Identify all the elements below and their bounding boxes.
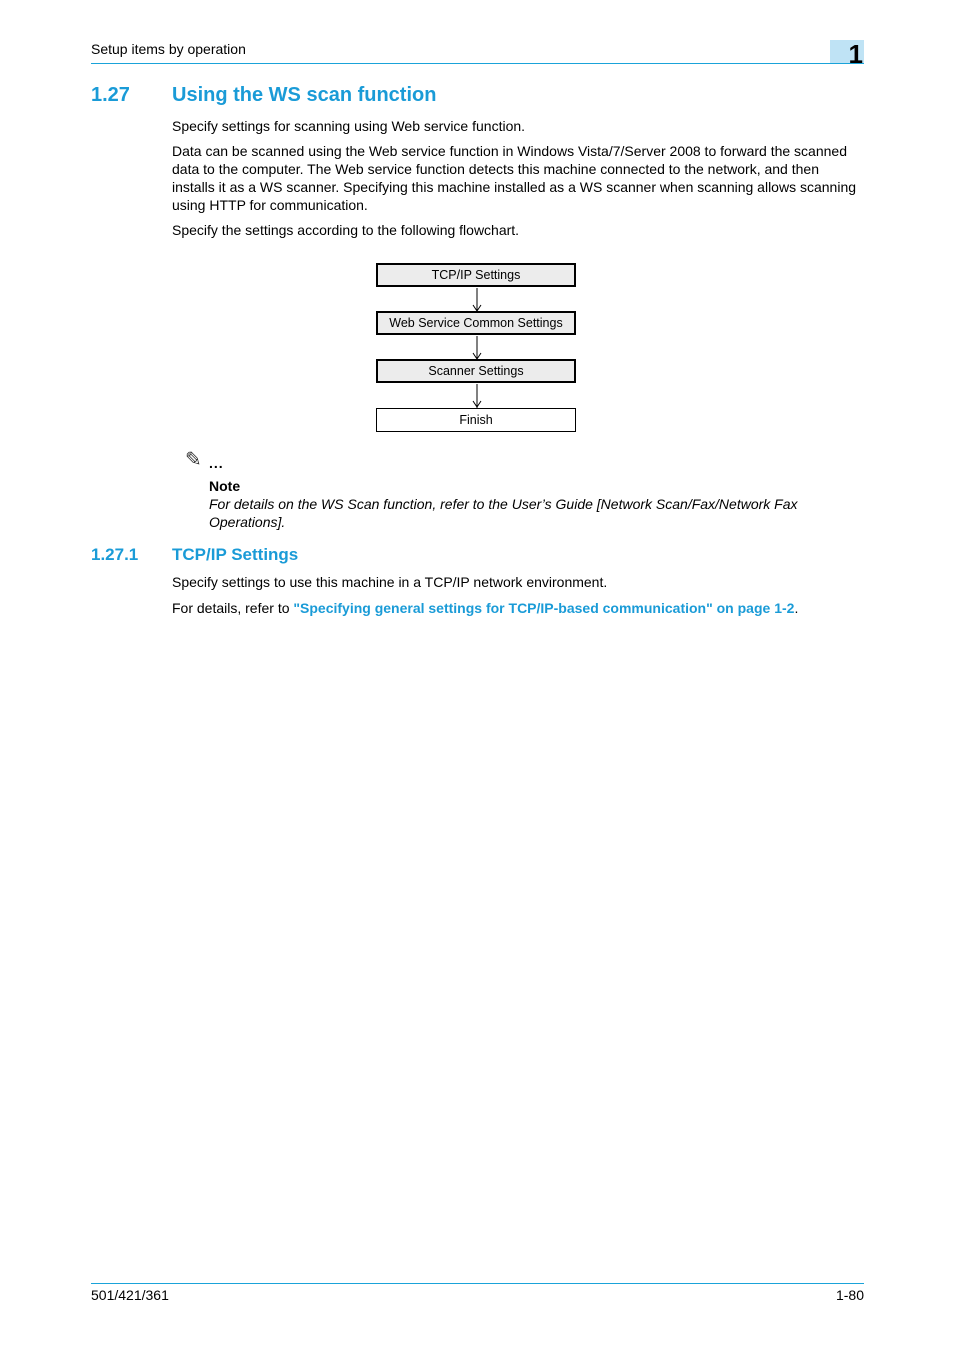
flow-step-finish: Finish — [376, 408, 576, 432]
subsection-text: Specify settings to use this machine in a TCP/IP network environment. — [172, 574, 608, 590]
section-number: 1.27 — [91, 84, 130, 106]
pencil-icon: ✎ — [185, 449, 202, 471]
section-intro: Specify settings for scanning using Web service function. — [172, 118, 526, 134]
footer-model: 501/421/361 — [91, 1287, 169, 1303]
subsection-title: TCP/IP Settings — [172, 545, 299, 564]
reference-prefix: For details, refer to — [172, 600, 294, 616]
note-title: Note — [209, 478, 241, 494]
flowchart-intro: Specify the settings according to the following flowchart. — [172, 222, 520, 238]
section-title: Using the WS scan function — [172, 84, 437, 106]
flow-step-scanner: Scanner Settings — [376, 359, 576, 383]
footer-page-number: 1-80 — [835, 1287, 864, 1303]
footer-rule — [91, 1283, 864, 1284]
flow-step-tcpip: TCP/IP Settings — [376, 263, 576, 287]
reference-suffix: . — [794, 600, 799, 616]
running-header: Setup items by operation — [91, 41, 246, 57]
subsection-reference — [172, 599, 864, 617]
chapter-number-tab: 1 — [830, 40, 864, 63]
note-text: For details on the WS Scan function, refer to the User’s Guide [Network Scan/Fax/Network Fax Operations]. — [209, 496, 798, 530]
reference-link[interactable]: "Specifying general settings for TCP/IP-based communication" on page 1-2 — [293, 600, 795, 616]
subsection-number: 1.27.1 — [91, 545, 139, 564]
section-body: Data can be scanned using the Web service function in Windows Vista/7/Server 2008 to forward the scanned data to the computer. The Web service function detects this machine connected to the network, and then installs it as a WS scanner. Specifying this machine installed as a WS scanner when scanning allows scanning using HTTP for communication. — [172, 143, 857, 213]
flow-step-web-service: Web Service Common Settings — [376, 311, 576, 335]
note-dots: ... — [209, 455, 224, 471]
